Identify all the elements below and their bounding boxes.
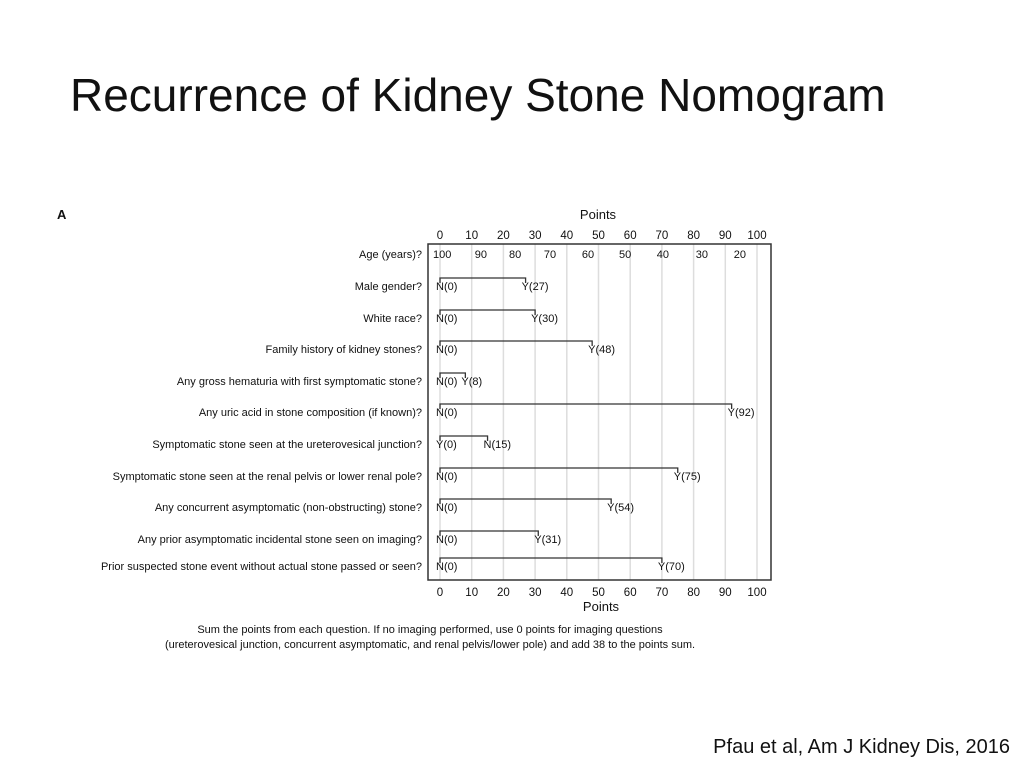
row-label: Family history of kidney stones?: [265, 344, 422, 356]
option-bracket: [440, 468, 678, 473]
option-label: N(15): [483, 439, 512, 451]
age-tick-label: 40: [656, 249, 669, 261]
tick-label-top: 30: [528, 230, 542, 242]
age-tick-label: 100: [433, 249, 452, 261]
panel-label: A: [57, 207, 67, 222]
row-label: Any concurrent asymptomatic (non-obstructing) stone?: [154, 502, 422, 514]
age-tick-label: 70: [543, 249, 557, 261]
tick-label-top: 0: [436, 230, 444, 242]
option-label: Y(8): [461, 376, 483, 388]
option-label: Y(70): [657, 561, 685, 573]
tick-label-top: 70: [655, 230, 669, 242]
option-label: N(0): [436, 376, 458, 388]
tick-label-bottom: 80: [687, 587, 700, 599]
row-label-age: Age (years)?: [359, 249, 422, 261]
tick-label-bottom: 90: [718, 587, 732, 599]
option-label: N(0): [436, 313, 458, 325]
row-label: Male gender?: [354, 281, 422, 293]
age-tick-label: 80: [509, 249, 522, 261]
row-label: Any uric acid in stone composition (if known)?: [198, 407, 422, 419]
tick-label-bottom: 20: [497, 587, 510, 599]
plot-frame: [428, 244, 771, 580]
tick-label-bottom: 70: [655, 587, 669, 599]
option-label: Y(30): [531, 313, 559, 325]
age-tick-label: 60: [581, 249, 595, 261]
option-bracket: [440, 404, 732, 409]
option-label: N(0): [436, 471, 458, 483]
option-label: N(0): [436, 534, 458, 546]
option-label: N(0): [436, 502, 458, 514]
row-label: White race?: [363, 313, 422, 325]
row-label: Any prior asymptomatic incidental stone seen on imaging?: [137, 534, 422, 546]
option-label: Y(31): [534, 534, 562, 546]
axis-label-top: Points: [579, 207, 617, 222]
tick-label-top: 10: [465, 230, 479, 242]
tick-label-top: 100: [747, 230, 767, 242]
option-label: N(0): [436, 561, 458, 573]
row-label: Symptomatic stone seen at the renal pelvis or lower renal pole?: [112, 471, 422, 483]
option-label: N(0): [436, 344, 458, 356]
tick-label-bottom: 40: [560, 587, 574, 599]
footnote-line-1: Sum the points from each question. If no imaging performed, use 0 points for imaging questions: [197, 624, 663, 636]
option-label: N(0): [436, 407, 458, 419]
tick-label-top: 50: [592, 230, 605, 242]
option-bracket: [440, 499, 611, 504]
option-bracket: [440, 558, 662, 563]
option-bracket: [440, 341, 592, 346]
age-tick-label: 50: [619, 249, 632, 261]
age-tick-label: 20: [733, 249, 747, 261]
tick-label-top: 80: [687, 230, 700, 242]
tick-label-top: 20: [497, 230, 510, 242]
option-label: N(0): [436, 281, 458, 293]
tick-label-top: 90: [718, 230, 732, 242]
tick-label-bottom: 50: [592, 587, 605, 599]
tick-label-bottom: 30: [528, 587, 542, 599]
row-label: Prior suspected stone event without actual stone passed or seen?: [100, 561, 422, 573]
option-label: Y(54): [607, 502, 635, 514]
option-label: Y(92): [727, 407, 755, 419]
row-label: Symptomatic stone seen at the ureterovesical junction?: [152, 439, 422, 451]
footnote-line-2: (ureterovesical junction, concurrent asymptomatic, and renal pelvis/lower pole) and add 38 to the points sum.: [164, 639, 696, 651]
slide-title: Recurrence of Kidney Stone Nomogram: [70, 69, 886, 121]
tick-label-top: 60: [623, 230, 637, 242]
age-tick-label: 30: [695, 249, 708, 261]
citation: Pfau et al, Am J Kidney Dis, 2016: [713, 736, 1010, 758]
axis-label-bottom: Points: [582, 599, 620, 614]
option-label: Y(75): [673, 471, 701, 483]
tick-label-bottom: 0: [436, 587, 444, 599]
tick-label-top: 40: [560, 230, 574, 242]
tick-label-bottom: 100: [747, 587, 767, 599]
tick-label-bottom: 10: [465, 587, 479, 599]
row-label: Any gross hematuria with first symptomatic stone?: [176, 376, 422, 388]
option-label: Y(27): [521, 281, 549, 293]
option-label: Y(48): [588, 344, 616, 356]
option-label: Y(0): [436, 439, 457, 451]
age-tick-label: 90: [474, 249, 488, 261]
tick-label-bottom: 60: [623, 587, 637, 599]
